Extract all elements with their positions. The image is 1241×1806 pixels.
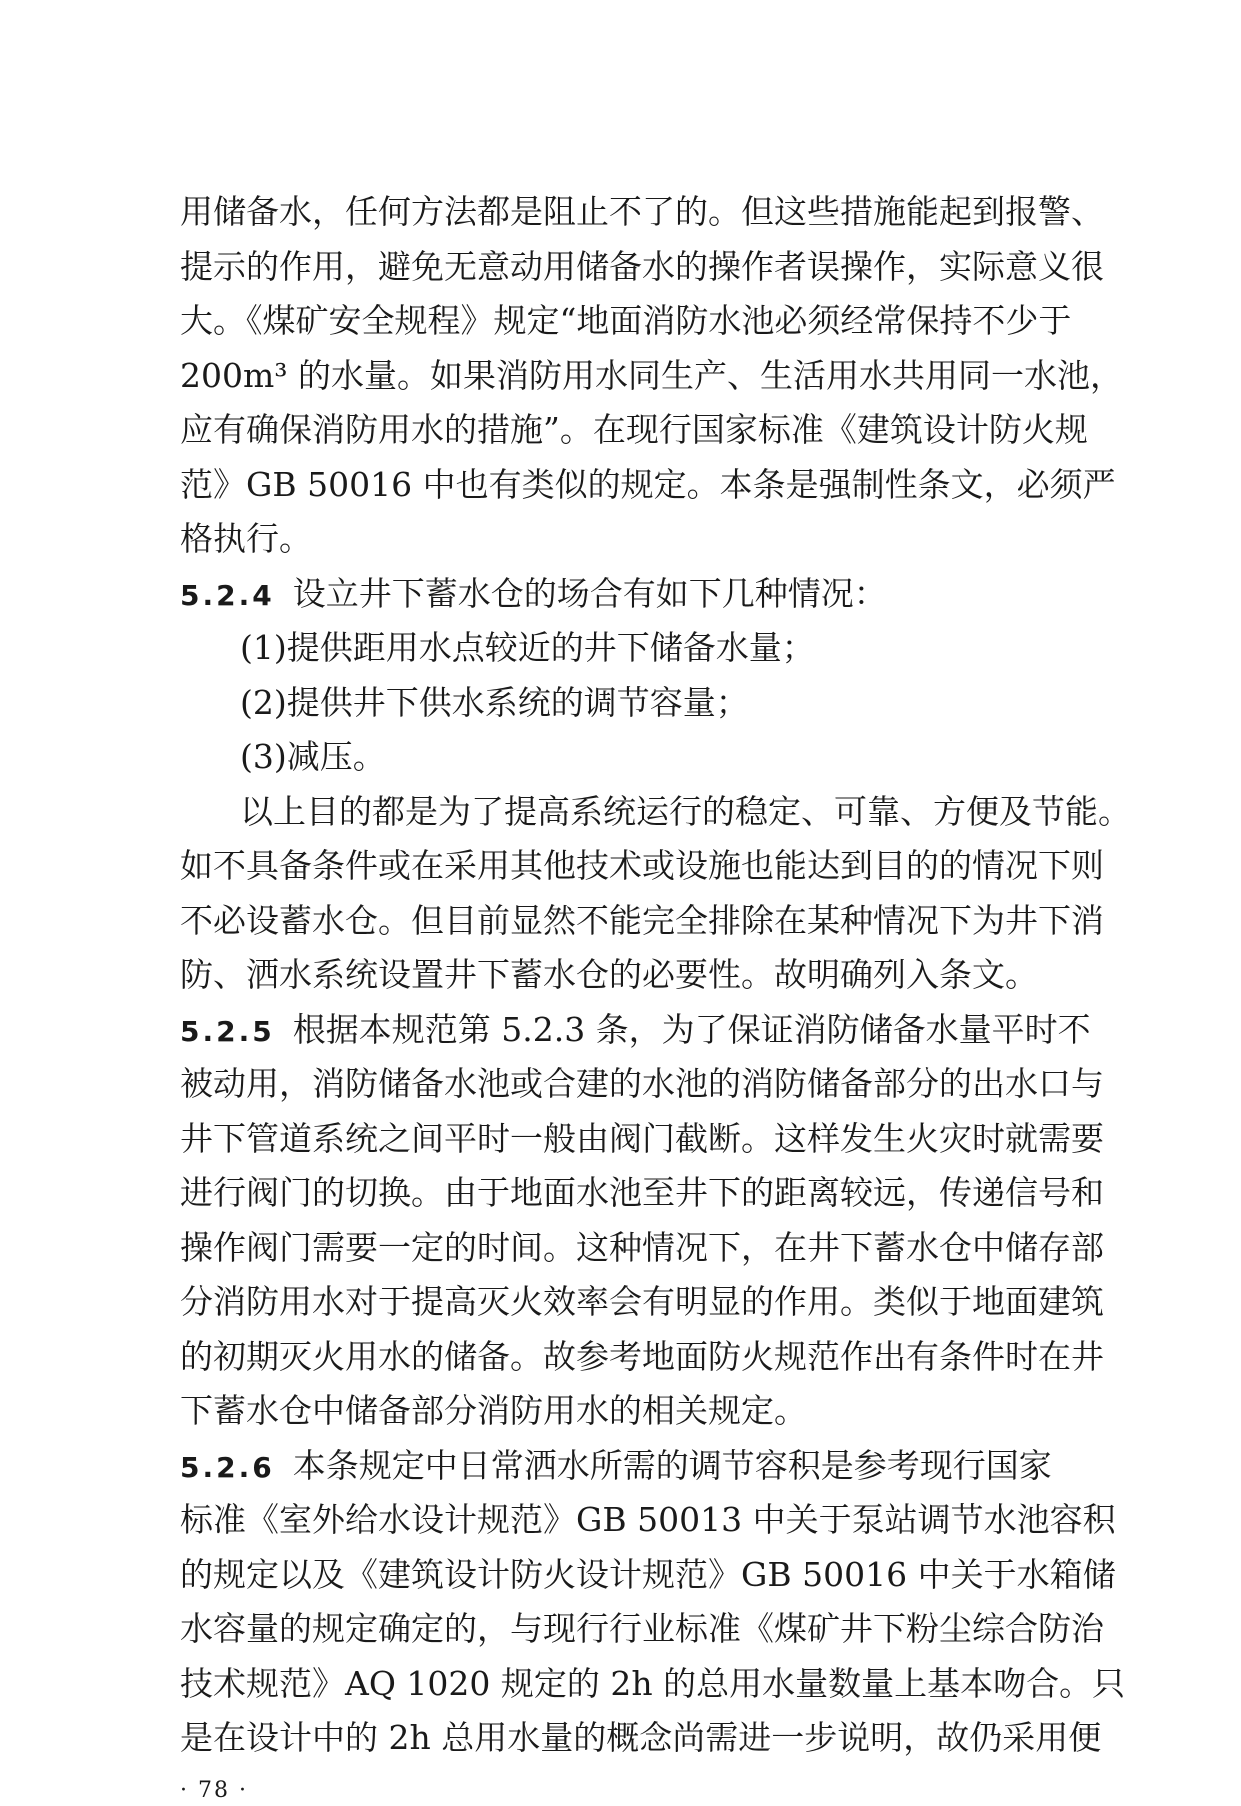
body-text-line: 不必设蓄水仓。但目前显然不能完全排除在某种情况下为井下消 xyxy=(180,900,1104,940)
clause-number: 5.2.6 xyxy=(180,1450,275,1484)
body-text-line: 操作阀门需要一定的时间。这种情况下，在井下蓄水仓中储存部 xyxy=(180,1227,1104,1267)
clause-first-line: 本条规定中日常洒水所需的调节容积是参考现行国家 xyxy=(292,1445,1052,1485)
body-text-line: 提示的作用，避免无意动用储备水的操作者误操作，实际意义很 xyxy=(180,246,1104,286)
body-text-line: 用储备水，任何方法都是阻止不了的。但这些措施能起到报警、 xyxy=(180,192,1104,231)
list-item: (2)提供井下供水系统的调节容量； xyxy=(240,682,749,722)
clause-number: 5.2.4 xyxy=(180,578,275,612)
body-text-line: 大。《煤矿安全规程》规定“地面消防水池必须经常保持不少于 xyxy=(180,301,1072,340)
body-text-line: 格执行。 xyxy=(180,519,312,558)
body-text-line: 200m³ 的水量。如果消防用水同生产、生活用水共用同一水池， xyxy=(180,355,1123,395)
body-text-line: 范》GB 50016 中也有类似的规定。本条是强制性条文，必须严 xyxy=(180,464,1116,504)
clause-heading-5-2-5 xyxy=(180,1003,1091,1057)
list-item: (1)提供距用水点较近的井下储备水量； xyxy=(240,628,815,667)
body-text-line: 如不具备条件或在采用其他技术或设施也能达到目的的情况下则 xyxy=(180,846,1104,885)
body-text-line: 进行阀门的切换。由于地面水池至井下的距离较远，传递信号和 xyxy=(180,1173,1104,1212)
clause-intro-text: 设立井下蓄水仓的场合有如下几种情况： xyxy=(292,573,887,613)
clause-heading-5-2-6 xyxy=(180,1439,1050,1493)
body-text-line: 技术规范》AQ 1020 规定的 2h 的总用水量数量上基本吻合。只 xyxy=(180,1663,1126,1703)
body-text-line: 防、洒水系统设置井下蓄水仓的必要性。故明确列入条文。 xyxy=(180,955,1038,994)
body-text-line: 井下管道系统之间平时一般由阀门截断。这样发生火灾时就需要 xyxy=(180,1118,1104,1158)
body-text-line: 水容量的规定确定的，与现行行业标准《煤矿井下粉尘综合防治 xyxy=(180,1609,1104,1648)
clause-first-line: 根据本规范第 5.2.3 条，为了保证消防储备水量平时不 xyxy=(292,1009,1091,1049)
list-item: (3)减压。 xyxy=(240,737,386,776)
clause-heading-5-2-4 xyxy=(180,567,887,621)
body-text-line: 标准《室外给水设计规范》GB 50013 中关于泵站调节水池容积 xyxy=(180,1500,1116,1539)
body-text-line: 的初期灭火用水的储备。故参考地面防火规范作出有条件时在井 xyxy=(180,1336,1104,1376)
body-text-line: 分消防用水对于提高灭火效率会有明显的作用。类似于地面建筑 xyxy=(180,1282,1104,1321)
body-text-line: 应有确保消防用水的措施”。在现行国家标准《建筑设计防火规 xyxy=(180,410,1088,449)
body-text-line: 下蓄水仓中储备部分消防用水的相关规定。 xyxy=(180,1391,807,1430)
body-text-line: 的规定以及《建筑设计防火设计规范》GB 50016 中关于水箱储 xyxy=(180,1554,1116,1594)
body-text-line: 被动用，消防储备水池或合建的水池的消防储备部分的出水口与 xyxy=(180,1064,1104,1103)
body-text-line: 以上目的都是为了提高系统运行的稳定、可靠、方便及节能。 xyxy=(240,791,1131,831)
body-text-line: 是在设计中的 2h 总用水量的概念尚需进一步说明，故仍采用便 xyxy=(180,1718,1102,1757)
clause-number: 5.2.5 xyxy=(180,1014,275,1048)
page-number: · 78 · xyxy=(180,1777,248,1803)
